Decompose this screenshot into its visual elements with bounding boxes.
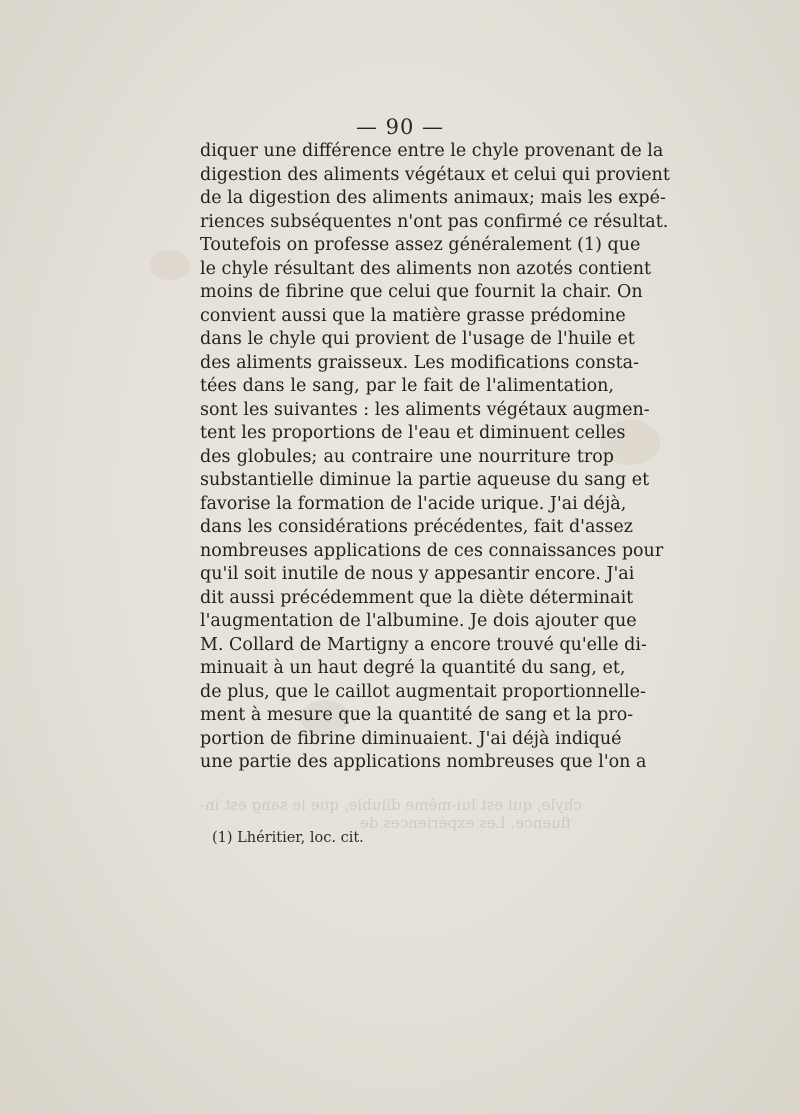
text-line: favorise la formation de l'acide urique. J'ai déjà, — [200, 493, 627, 514]
text-line: moins de fibrine que celui que fournit la chair. On — [200, 282, 643, 302]
text-line: de la digestion des aliments animaux; mais les expé- — [200, 188, 666, 208]
bleed-through-text: chyle, qui est lui-même diluble, que le sang est in- — [200, 796, 582, 814]
text-line: diquer une différence entre le chyle provenant de la — [200, 141, 664, 161]
bleed-through-text: fluence. Les expériences de — [360, 814, 571, 832]
text-line: Toutefois on professe assez généralement (1) que — [200, 235, 641, 255]
text-line: substantielle diminue la partie aqueuse du sang et — [200, 470, 650, 490]
text-line: portion de fibrine diminuaient. J'ai déjà indiqué — [200, 728, 622, 749]
text-line: nombreuses applications de ces connaissances pour — [200, 540, 664, 561]
text-line: des aliments graisseux. Les modifications consta- — [200, 352, 640, 373]
text-line: qu'il soit inutile de nous y appesantir encore. J'ai — [200, 564, 635, 584]
text-line: digestion des aliments végétaux et celui qui provient — [200, 164, 670, 185]
text-line: minuait à un haut degré la quantité du sang, et, — [200, 658, 626, 678]
text-line: sont les suivantes : les aliments végétaux augmen- — [200, 399, 650, 420]
text-line: dans les considérations précédentes, fait d'assez — [200, 517, 633, 537]
text-line: riences subséquentes n'ont pas confirmé ce résultat. — [200, 211, 669, 232]
text-line: l'augmentation de l'albumine. Je dois ajouter que — [200, 611, 637, 631]
text-line: tent les proportions de l'eau et diminuent celles — [200, 423, 626, 443]
text-line: M. Collard de Martigny a encore trouvé qu'elle di- — [200, 634, 647, 655]
body-text — [200, 140, 670, 775]
text-line: de plus, que le caillot augmentait proportionnelle- — [200, 681, 646, 702]
text-line: tées dans le sang, par le fait de l'alimentation, — [200, 376, 614, 396]
text-line: une partie des applications nombreuses que l'on a — [200, 752, 647, 772]
text-line: dit aussi précédemment que la diète déterminait — [200, 587, 634, 608]
text-line: le chyle résultant des aliments non azotés contient — [200, 258, 652, 279]
footnote: (1) Lhéritier, loc. cit. — [212, 830, 364, 846]
text-line: convient aussi que la matière grasse prédomine — [200, 305, 626, 326]
paper-stain — [150, 250, 190, 280]
page-number: — 90 — — [355, 115, 445, 139]
text-line: ment à mesure que la quantité de sang et la pro- — [200, 705, 634, 725]
text-line: dans le chyle qui provient de l'usage de l'huile et — [200, 329, 635, 349]
text-line: des globules; au contraire une nourriture trop — [200, 446, 614, 467]
